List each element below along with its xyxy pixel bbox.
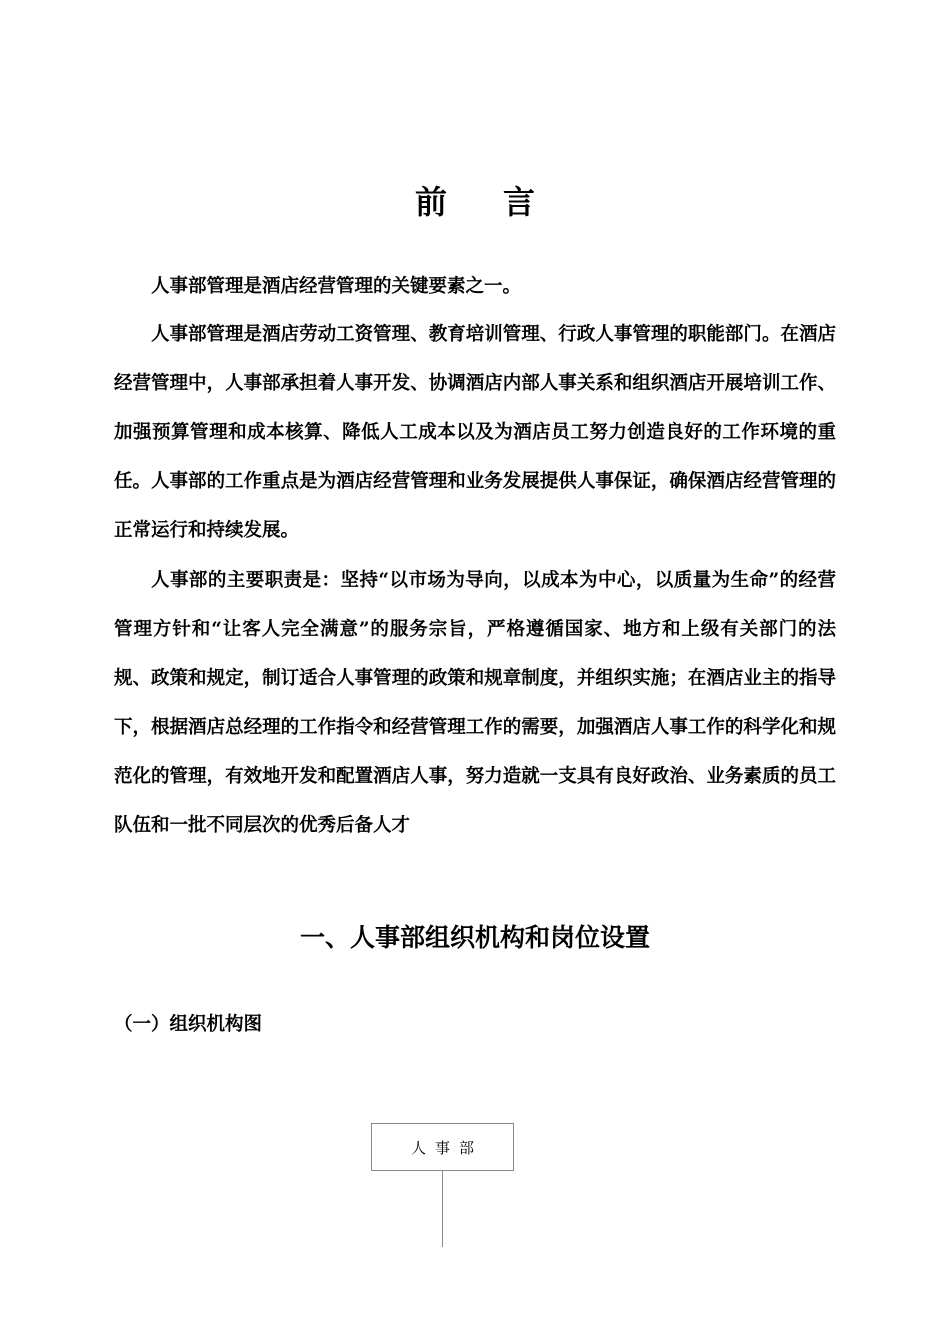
section-heading: 一、人事部组织机构和岗位设置 — [299, 923, 650, 952]
paragraph-text: 人事部管理是酒店劳动工资管理、教育培训管理、行政人事管理的职能部门。在酒店经营管理中，人事部承担着人事开发、协调酒店内部人事关系和组织酒店开展培训工作、加强预算管理和成本核算、降低人工成本以及为酒店员工努力创造良好的工作环境的重任。人事部的工作重点是为酒店经营管理和业务发展提供人事保证，确保酒店经营管理的正常运行和持续发展。 — [114, 324, 836, 541]
paragraph-text: 人事部管理是酒店经营管理的关键要素之一。 — [151, 276, 522, 297]
preface-paragraph-1 — [114, 262, 836, 311]
preface-paragraph-2 — [114, 310, 836, 555]
preface-paragraph-3 — [114, 556, 836, 850]
org-chart-root-node: 人事部 — [371, 1123, 514, 1171]
preface-title: 前言 — [414, 183, 591, 221]
paragraph-text: 人事部的主要职责是：坚持“以市场为导向，以成本为中心，以质量为生命”的经营管理方针和“让客人完全满意”的服务宗旨，严格遵循国家、地方和上级有关部门的法规、政策和规定，制订适合人事管理的政策和规章制度，并组织实施；在酒店业主的指导下，根据酒店总经理的工作指令和经营管理工作的需要，加强酒店人事工作的科学化和规范化的管理，有效地开发和配置酒店人事，努力造就一支具有良好政治、业务素质的员工队伍和一批不同层次的优秀后备人才 — [114, 570, 836, 836]
org-chart-connector-line — [442, 1171, 443, 1247]
subsection-heading: （一）组织机构图 — [114, 1014, 263, 1035]
